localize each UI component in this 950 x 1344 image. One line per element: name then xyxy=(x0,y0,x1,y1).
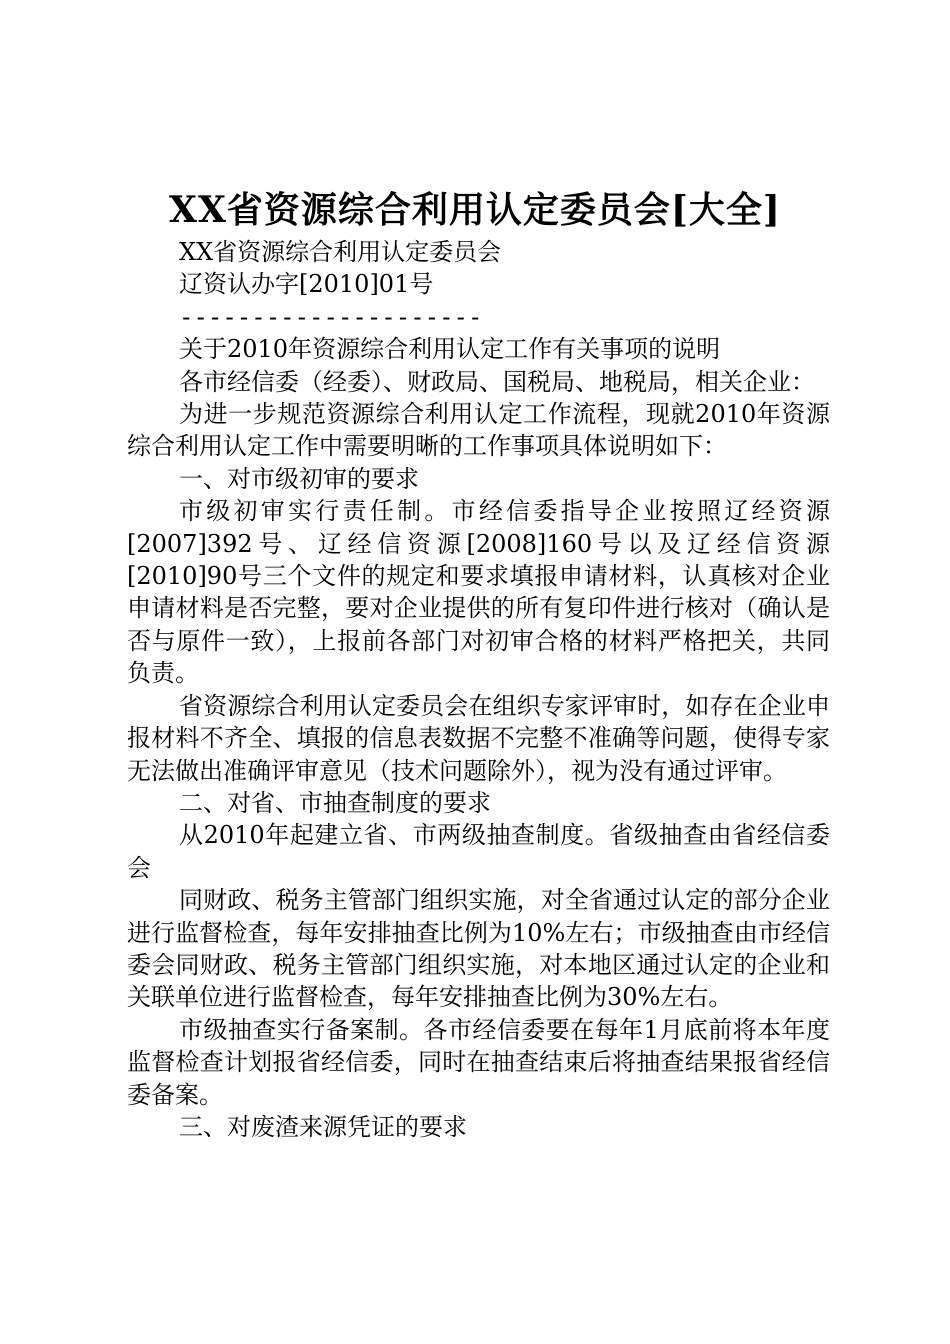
recipients-paragraph: 各市经信委（经委）、财政局、国税局、地税局，相关企业： xyxy=(179,367,815,396)
document-body xyxy=(127,236,830,1143)
document-number: 辽资认办字[2010]01号 xyxy=(179,270,434,299)
separator-line: --------------------- xyxy=(179,302,483,331)
body-paragraph: 市级初审实行责任制。市经信委指导企业按照辽经资源[2007]392号、辽经信资源[2008]160号以及辽经信资源[2010]90号三个文件的规定和要求填报申请材料，认真核对企业申请材料是否完整，要对企业提供的所有复印件进行核对（确认是否与原件一致），上报前各部门对初审合格的材料严格把关，共同负责。 xyxy=(127,497,830,688)
section-heading-1: 一、对市级初审的要求 xyxy=(179,464,419,493)
body-paragraph: 从2010年起建立省、市两级抽查制度。省级抽查由省经信委会 xyxy=(127,821,830,882)
body-paragraph: 市级抽查实行备案制。各市经信委要在每年1月底前将本年度监督检查计划报省经信委，同时在抽查结束后将抽查结果报省经信委备案。 xyxy=(127,1015,830,1109)
intro-paragraph: 为进一步规范资源综合利用认定工作流程，现就2010年资源综合利用认定工作中需要明晰的工作事项具体说明如下： xyxy=(127,400,830,461)
section-heading-3: 三、对废渣来源凭证的要求 xyxy=(179,1112,467,1141)
body-paragraph: 省资源综合利用认定委员会在组织专家评审时，如存在企业申报材料不齐全、填报的信息表数据不完整不准确等问题，使得专家无法做出准确评审意见（技术问题除外），视为没有通过评审。 xyxy=(127,691,830,785)
body-paragraph: 同财政、税务主管部门组织实施，对全省通过认定的部分企业进行监督检查，每年安排抽查比例为10%左右；市级抽查由市经信委会同财政、税务主管部门组织实施，对本地区通过认定的企业和关联单位进行监督检查，每年安排抽查比例为30%左右。 xyxy=(127,886,830,1012)
section-heading-2: 二、对省、市抽查制度的要求 xyxy=(179,788,491,817)
subject-line: 关于2010年资源综合利用认定工作有关事项的说明 xyxy=(179,335,721,364)
issuer-name: XX省资源综合利用认定委员会 xyxy=(179,238,502,266)
document-title: XX省资源综合利用认定委员会[大全] xyxy=(169,189,781,231)
